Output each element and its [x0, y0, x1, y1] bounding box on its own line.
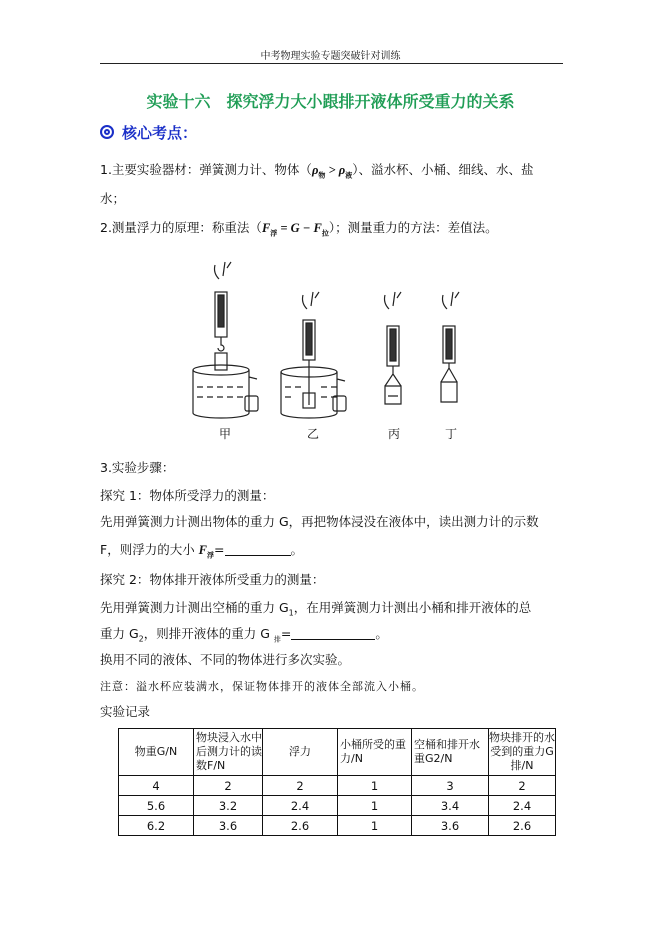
table-row	[119, 796, 556, 816]
cell: 3.2	[194, 796, 263, 816]
cell: 2	[194, 776, 263, 796]
table-header-row	[119, 729, 556, 776]
text: ）、溢水杯、小桶、细线、水、盐	[352, 162, 534, 177]
explore-2-text: 先用弹簧测力计测出空桶的重力 $G_1$，在用弹簧测力计测出小桶和排开液体的总	[100, 600, 532, 618]
table-row	[119, 776, 556, 796]
header-cell: 物重G/N	[119, 729, 194, 776]
cell: 3.4	[412, 796, 489, 816]
section-heading	[100, 122, 197, 143]
formula: $F_浮 = G - F_拉$	[261, 221, 329, 238]
bullet-circle-icon	[100, 125, 114, 139]
record-table	[118, 728, 556, 836]
formula: $\rho_物 > \rho_液$	[311, 163, 353, 180]
paragraph-2: 2.测量浮力的原理：称重法$(F_浮 = G - F_拉)$；测量重力的方法：差值法。	[100, 220, 498, 238]
setup-yi	[281, 292, 346, 418]
explore-1-heading: 探究 1：物体所受浮力的测量：	[100, 488, 275, 503]
answer-blank-2[interactable]	[291, 639, 375, 640]
cell: 5.6	[119, 796, 194, 816]
cell: 3	[412, 776, 489, 796]
header-cell: 浮力	[263, 729, 338, 776]
cell: 3.6	[412, 816, 489, 836]
figure-label-yi: 乙	[307, 427, 320, 441]
page-title: 实验十六 探究浮力大小跟排开液体所受重力的关系	[146, 92, 515, 111]
setup-ding	[441, 292, 459, 402]
figure-label-bing: 丙	[388, 427, 401, 441]
explore-2-heading: 探究 2：物体排开液体所受重力的测量：	[100, 572, 325, 587]
cell: 3.6	[194, 816, 263, 836]
cell: 1	[338, 796, 412, 816]
cell: 1	[338, 816, 412, 836]
record-heading: 实验记录	[100, 704, 151, 719]
cell: 2.6	[489, 816, 556, 836]
answer-blank-1[interactable]	[225, 555, 291, 556]
repeat-text: 换用不同的液体、不同的物体进行多次实验。	[100, 652, 351, 667]
setup-bing	[385, 292, 402, 404]
figure-label-ding: 丁	[445, 427, 458, 441]
paragraph-1	[100, 160, 533, 181]
cell: 4	[119, 776, 194, 796]
cell: 2	[489, 776, 556, 796]
explore-1-text: 先用弹簧测力计测出物体的重力 G，再把物体浸没在液体中，读出测力计的示数	[100, 514, 539, 529]
page-header: 中考物理实验专题突破针对训练	[260, 51, 401, 62]
header-cell: 物块浸入水中后测力计的读数F/N	[194, 729, 263, 776]
section-heading-text: 核心考点：	[122, 124, 198, 142]
cell: 6.2	[119, 816, 194, 836]
cell: 2	[263, 776, 338, 796]
note-text: 注意：溢水杯应装满水，保证物体排开的液体全部流入小桶。	[100, 680, 424, 693]
figure-label-jia: 甲	[219, 427, 232, 441]
cell: 2.4	[263, 796, 338, 816]
header-cell: 小桶所受的重力/N	[338, 729, 412, 776]
steps-heading: 3.实验步骤：	[100, 460, 175, 475]
paragraph-1-cont: 水；	[100, 191, 126, 206]
text: 1.主要实验器材：弹簧测力计、物体（	[100, 162, 312, 177]
experiment-figure	[185, 250, 475, 445]
setup-jia	[193, 262, 258, 418]
explore-1-text-cont: F，则浮力的大小 $F_浮=$ 。	[100, 542, 304, 560]
header-cell: 空桶和排开水重G2/N	[412, 729, 489, 776]
cell: 2.6	[263, 816, 338, 836]
explore-2-text-cont: 重力 $G_2$，则排开液体的重力 G $_排$= 。	[100, 626, 388, 644]
header-rule	[100, 63, 563, 64]
header-cell: 物块排开的水受到的重力G排/N	[489, 729, 556, 776]
cell: 2.4	[489, 796, 556, 816]
table-row	[119, 816, 556, 836]
cell: 1	[338, 776, 412, 796]
